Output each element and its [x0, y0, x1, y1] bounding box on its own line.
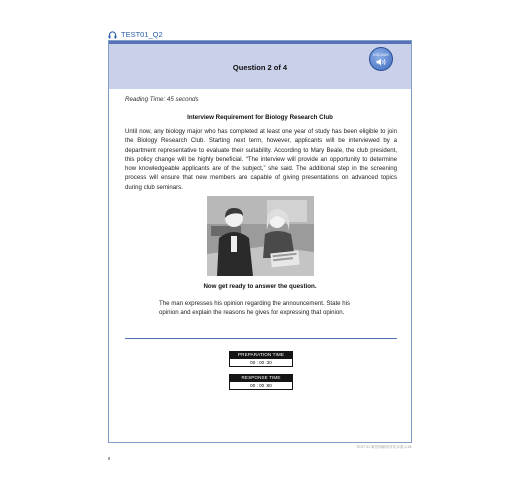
response-time-label: RESPONSE TIME	[229, 374, 293, 382]
conversation-photo	[207, 196, 314, 276]
page-number: 8	[108, 456, 111, 461]
response-time-value: 00 : 00 :60	[229, 382, 293, 390]
passage-text: Until now, any biology major who has completed at least one year of study has been eligible to join the Biology Research Club. Starting next term, however, applicants will be interviewed by a department representative to evaluate their suitability. According to Mary Beale, the club president, this policy change will be highly beneficial. “The interview will provide an opportunity to determine how knowledgeable applicants are of the subject,” she said. The additional step in the screening process will ensure that new members are capable of giving presentations on advanced topics during club seminars.	[125, 128, 397, 191]
passage-title: Interview Requirement for Biology Research Club	[187, 114, 333, 121]
test-label	[108, 30, 163, 39]
panel-header	[109, 41, 411, 89]
footer-note: TEST 01 解答與解析詳見本書 p.38	[356, 445, 412, 449]
question-panel	[108, 40, 412, 443]
test-label-text: TEST01_Q2	[121, 30, 163, 39]
ready-prompt: Now get ready to answer the question.	[203, 283, 317, 290]
question-text: The man expresses his opinion regarding the announcement. State his opinion and explain the reasons he gives for expressing that opinion.	[159, 300, 351, 317]
preparation-time-label: PREPARATION TIME	[229, 351, 293, 359]
preparation-timer	[229, 351, 293, 367]
preparation-time-value: 00 : 00 :30	[229, 359, 293, 367]
volume-label: VOLUME	[373, 52, 389, 57]
volume-button[interactable]	[369, 47, 393, 71]
reading-time: Reading Time: 45 seconds	[125, 96, 199, 103]
question-title: Question 2 of 4	[232, 63, 288, 72]
divider	[125, 338, 397, 339]
speaker-icon	[376, 58, 387, 66]
response-timer	[229, 374, 293, 390]
headphones-icon	[108, 31, 117, 39]
